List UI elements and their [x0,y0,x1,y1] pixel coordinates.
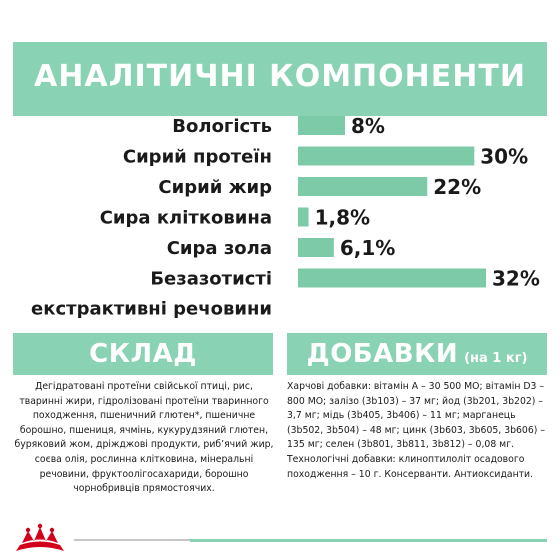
composition-text: Дегідратовані протеїни свійської птиці, рис, тваринні жири, гідролізовані протеїни тваринного походження, пшеничний глютен*, пшеничне борошно, пшениця, ячмінь, кукурудзяний глютен, буряковий жом, дріжджові продукти, риб’ячий жир, соєва олія, рослинна клітковина, мінеральні речовини, фруктоолігосахариди, борошно чорнобривців прямостоячих. [14,381,274,495]
value-label-6: 32% [492,266,540,291]
category-label-5: Сира зола [166,238,272,259]
value-label-2: 30% [480,144,529,169]
crown-jewel-1 [26,528,30,532]
royal-canin-crown-icon [6,521,74,557]
bar-6 [298,269,486,288]
bar-1 [298,116,345,135]
value-label-4: 1,8% [314,205,371,230]
bar-5 [298,238,334,257]
crown-jewel-2 [38,524,42,528]
value-label-5: 6,1% [339,236,396,260]
category-label-4: Сира клітковина [99,207,272,229]
additives-text: Харчові добавки: вітамін А – 30 500 МО; вітамін D3 – 800 МО; залізо (3b103) – 37 мг; йод (3b201, 3b202) – 3,7 мг; мідь (3b405, 3b406) – 11 мг; марганець (3b502, 3b504) – 48 мг; цинк (3b603, 3b605, 3b606) – 135 мг; селен (3b801, 3b811, 3b812) – 0,08 мг. Технологічні добавки: клиноптилоліт осадового походження – 10 г. Консерванти. Антиоксиданти. [287,381,545,480]
category-label-2: Сирий протеїн [122,146,272,168]
composition-header [13,333,273,375]
crown-jewel-3 [50,528,54,532]
bar-3 [298,177,427,196]
value-label-1: 8% [351,114,385,138]
analytical-components-title: АНАЛІТИЧНІ КОМПОНЕНТИ [34,58,526,94]
category-label-1: Вологість [172,116,272,137]
footer [0,519,560,560]
composition-title: СКЛАД [89,339,197,369]
additives-title: ДОБАВКИ [306,339,459,369]
crown-shape [16,527,64,551]
category-label-6-line2: екстрактивні речовини [31,298,272,320]
category-label-6: Безазотисті [150,268,272,290]
value-label-3: 22% [433,175,482,199]
bar-4 [298,208,309,227]
footer-accent-line [190,539,547,548]
category-label-3: Сирий жир [158,177,272,198]
additives-subtitle: (на 1 кг) [464,350,528,366]
bar-2 [298,147,474,166]
additives-header [287,333,547,375]
